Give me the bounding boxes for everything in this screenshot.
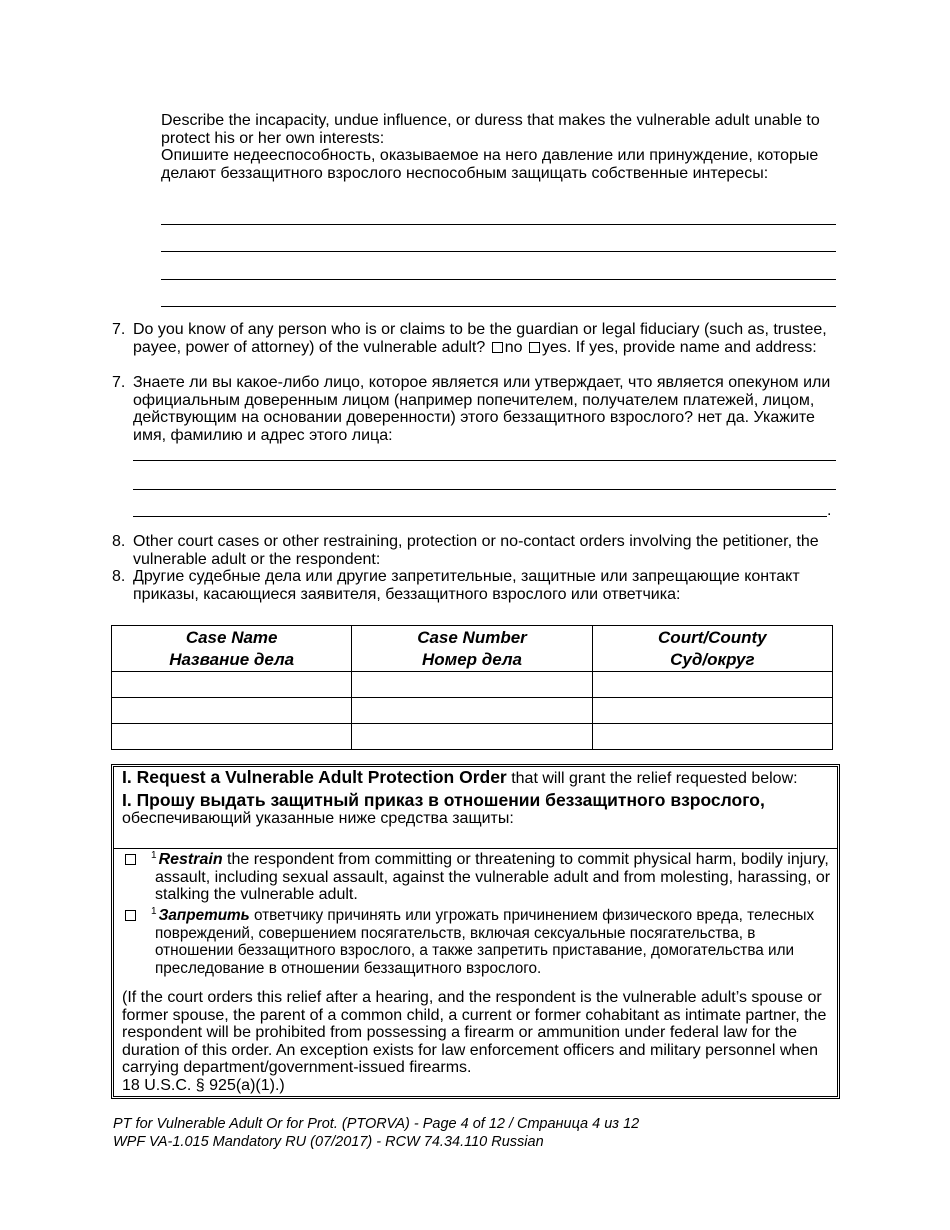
guardian-line-period: . [827,502,832,519]
question-7-en [112,321,842,356]
question-8-en [112,533,842,568]
court-county-cell[interactable] [592,672,832,698]
restrain-bold: Restrain [158,851,223,868]
request-heading-ru [122,789,832,828]
request-title-ru-bold: I. Прошу выдать защитный приказ в отношении беззащитного взрослого, [122,789,765,810]
question-7-text: Do you know of any person who is or claims to be the guardian or legal fiduciary (such as, trustee, payee, power of attorney) of the vulnerable adult? [133,321,827,356]
question-7-number: 7. [112,321,126,338]
question-8-text: Other court cases or other restraining, protection or no-contact orders involving the petitioner, the vulnerable adult or the respondent: [133,533,819,568]
no-label: no [504,338,523,356]
other-cases-table [111,625,833,750]
request-heading-en [122,769,832,788]
table-row [112,724,833,750]
question-7-ru [112,374,842,444]
case-name-cell[interactable] [112,672,352,698]
request-title-ru-rest: обеспечивающий указанные ниже средства защиты: [122,810,514,827]
restrain-text: the respondent from committing or threatening to commit physical harm, bodily injury, assault, including sexual assault, against the vulnerable adult and from molesting, harassing, or stalking the vulnerable adult. [155,851,831,903]
describe-answer-line-1[interactable] [161,224,836,225]
footnote-marker-ru: 1 [151,906,157,917]
case-number-cell[interactable] [352,698,592,724]
footer-line-1: PT for Vulnerable Adult Or for Prot. (PTORVA) - Page 4 of 12 / Страница 4 из 12 [113,1116,640,1132]
restrain-checkbox[interactable] [125,854,136,865]
request-title-rest: that will grant the relief requested below: [506,770,798,787]
request-divider [114,848,837,849]
describe-prompt-en: Describe the incapacity, undue influence, or duress that makes the vulnerable adult unable to protect his or her own interests: [161,112,820,147]
question-8-number: 8. [112,533,126,550]
request-order-box [111,764,840,1099]
request-title-bold: I. Request a Vulnerable Adult Protection Order [122,767,507,787]
describe-answer-line-4[interactable] [161,306,836,307]
table-header-row [112,626,833,672]
table-row [112,698,833,724]
question-7-ru-text: Знаете ли вы какое-либо лицо, которое является или утверждает, что является опекуном или официальным доверенным лицом (например попечителем, получателем платежей, лицом, действующим на основании доверенности) этого беззащитного взрослого? нет да. Укажите имя, фамилию и адрес этого лица: [133,374,831,444]
court-county-cell[interactable] [592,698,832,724]
question-8-ru [112,568,842,603]
case-name-cell[interactable] [112,698,352,724]
describe-answer-line-2[interactable] [161,251,836,252]
firearm-note [122,989,834,1094]
footnote-marker: 1 [151,850,157,861]
table-row [112,672,833,698]
case-name-cell[interactable] [112,724,352,750]
court-county-cell[interactable] [592,724,832,750]
yes-label: yes. If yes, provide name and address: [541,338,817,356]
firearm-note-text: (If the court orders this relief after a hearing, and the respondent is the vulnerable adult’s spouse or former spouse, the parent of a common child, a current or former cohabitant as intimate partner, the respondent will be prohibited from possessing a firearm or ammunition under federal law for the duration of this order. An exception exists for law enforcement officers and military personnel when carrying department/government-issued firearms. [122,989,827,1076]
question-8-ru-number: 8. [112,568,126,585]
question-8-ru-text: Другие судебные дела или другие запретительные, защитные или запрещающие контакт приказы, касающиеся заявителя, беззащитного взрослого или ответчика: [133,568,800,603]
guardian-answer-line-2[interactable] [133,489,836,490]
page-footer [113,1115,639,1151]
describe-section [161,112,821,182]
header-court-county: Court/County Суд/округ [592,626,832,672]
footer-line-2: WPF VA-1.015 Mandatory RU (07/2017) - RCW 74.34.110 Russian [113,1134,544,1150]
restrain-option-ru [122,907,832,977]
case-number-cell[interactable] [352,724,592,750]
guardian-answer-line-3[interactable] [133,516,827,517]
header-case-name: Case Name Название дела [112,626,352,672]
no-checkbox[interactable] [492,342,503,353]
restrain-ru-checkbox[interactable] [125,910,136,921]
question-7-ru-number: 7. [112,374,126,391]
describe-answer-line-3[interactable] [161,279,836,280]
guardian-answer-line-1[interactable] [133,460,836,461]
case-number-cell[interactable] [352,672,592,698]
request-heading [122,769,832,828]
firearm-note-citation: 18 U.S.C. § 925(a)(1).) [122,1076,285,1094]
restrain-ru-bold: Запретить [158,907,250,924]
restrain-ru-text: ответчику причинять или угрожать причинением физического вреда, телесных повреждений, совершением посягательств, включая сексуальные посягательства, в отношении беззащитного взрослого, а также запретить приставание, домогательства или преследование в отношении беззащитного взрослого. [155,907,815,977]
restrain-option-en [122,851,832,904]
yes-checkbox[interactable] [529,342,540,353]
header-case-number: Case Number Номер дела [352,626,592,672]
describe-prompt-ru: Опишите недееспособность, оказываемое на него давление или принуждение, которые делают беззащитного взрослого неспособным защищать собственные интересы: [161,147,819,182]
